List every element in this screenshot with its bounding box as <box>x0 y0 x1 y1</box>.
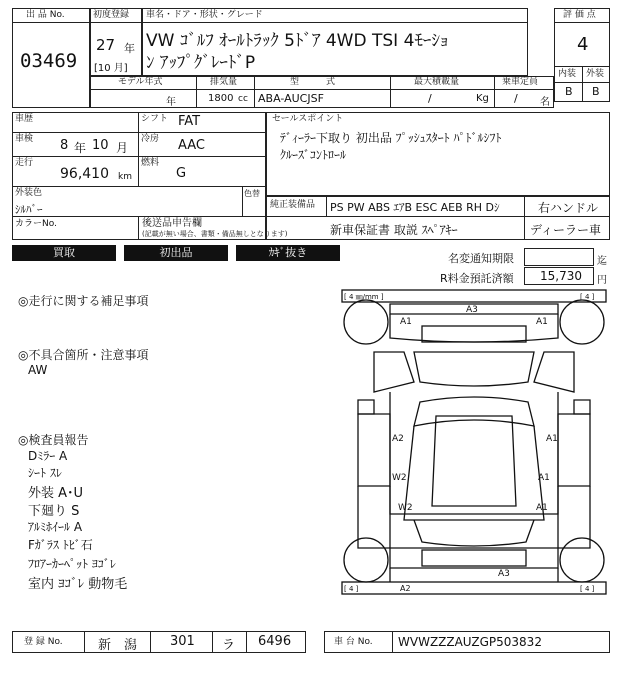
grade-value: 4 <box>577 34 589 55</box>
capacity-label: 乗車定員 <box>502 77 539 87</box>
post-equip-label: 後送品申告欄 <box>142 218 202 229</box>
exterior-color-label: 外装色 <box>15 188 43 198</box>
shift-value: FAT <box>178 114 201 129</box>
reg-class: 301 <box>170 634 195 649</box>
exterior-label: 外装 <box>586 69 605 79</box>
chassis-number: WVWZZZAUZGP503832 <box>398 635 542 649</box>
displacement-unit: cc <box>238 94 248 104</box>
tire-depth-rear-left: [ 4 ] <box>344 585 359 593</box>
history-label: 車歴 <box>15 114 34 124</box>
handle-value: 右ハンドル <box>538 201 599 215</box>
defects-heading: ◎不具合箇所・注意事項 <box>18 348 149 362</box>
capacity-unit: 名 <box>540 97 550 108</box>
exterior-grade: B <box>592 85 600 98</box>
reg-label: 登 録 No. <box>24 637 63 647</box>
ac-label: 冷房 <box>141 134 160 144</box>
mileage-value: 96,410 <box>60 166 109 182</box>
inspector-line: ﾌﾛｱｰｶｰﾍﾟｯﾄ ﾖｺﾞﾚ <box>28 557 116 571</box>
capacity-slash: / <box>514 92 518 105</box>
inspector-line: 外装 A･U <box>28 486 84 501</box>
lot-label: 出 品 No. <box>26 10 65 20</box>
color-change-label: 色替 <box>244 189 260 198</box>
fuel-value: G <box>176 166 187 181</box>
inspection-year-unit: 年 <box>74 141 87 155</box>
type-value: ABA-AUCJSF <box>258 92 324 105</box>
max-load-slash: / <box>428 92 432 105</box>
post-equip-note: (記載が無い場合、書類・備品無しとなります) <box>142 230 288 238</box>
equipment-label: 純正装備品 <box>270 200 316 210</box>
ac-value: AAC <box>178 138 205 153</box>
damage-mark: A1 <box>536 317 548 327</box>
damage-mark: A1 <box>400 317 412 327</box>
damage-mark: A2 <box>400 584 411 593</box>
first-reg-month: [10 月] <box>94 63 128 74</box>
tire-depth-front-right: [ 4 ] <box>580 293 595 301</box>
chassis-label: 車 台 No. <box>334 637 373 647</box>
sales-line1: ﾃﾞｨｰﾗｰ下取り 初出品 ﾌﾟｯｼｭｽﾀｰﾄ ﾊﾟﾄﾞﾙｼﾌﾄ <box>280 131 502 145</box>
recycle-label: R料金預託済額 <box>440 272 514 285</box>
supplement-heading: ◎走行に関する補足事項 <box>18 294 149 308</box>
grade-label: 評 価 点 <box>563 10 596 20</box>
recycle-unit: 円 <box>597 275 607 286</box>
type-label: 型 式 <box>290 77 336 87</box>
damage-mark: A1 <box>536 503 548 513</box>
equipment-items: PS PW ABS ｴｱB ESC AEB RH Dｼ <box>330 201 500 214</box>
model-year-label: モデル年式 <box>118 77 163 87</box>
damage-mark: A2 <box>392 434 404 444</box>
exterior-color-value: ｼﾙﾊﾞｰ <box>15 203 43 216</box>
inspector-line: 室内 ﾖｺﾞﾚ 動物毛 <box>28 577 128 592</box>
bar-kaitori: 買取 <box>12 245 116 261</box>
max-load-unit: Kg <box>476 93 489 104</box>
bar-key-removed: ｶｷﾞ抜き <box>236 245 340 261</box>
lot-number: 03469 <box>20 50 78 72</box>
first-reg-year-unit: 年 <box>124 42 135 55</box>
reg-number: 6496 <box>258 634 292 649</box>
name-change-label: 名変通知期限 <box>448 252 514 265</box>
fuel-label: 燃料 <box>141 158 160 168</box>
inspection-month: 10 <box>92 138 109 153</box>
inspection-month-unit: 月 <box>116 141 129 155</box>
car-name-line1: VW ｺﾞﾙﾌ ｵｰﾙﾄﾗｯｸ 5ﾄﾞｱ 4WD TSI 4ﾓｰｼｮ <box>146 31 449 51</box>
name-change-box <box>524 248 594 266</box>
displacement-value: 1800 <box>208 93 234 104</box>
car-damage-diagram <box>338 286 610 602</box>
tire-depth-rear-right: [ 4 ] <box>580 585 595 593</box>
inspector-heading: ◎検査員報告 <box>18 433 89 447</box>
damage-mark: A1 <box>546 434 558 444</box>
inspection-label: 車検 <box>15 134 34 144</box>
inspector-line: ｼｰﾄ ｽﾚ <box>28 466 62 480</box>
dealer-value: ディーラー車 <box>530 223 602 237</box>
inspector-line: 下廻り S <box>28 504 80 519</box>
defect-line: AW <box>28 363 48 377</box>
inspection-year: 8 <box>60 138 69 153</box>
color-no-label: カラーNo. <box>15 219 57 229</box>
damage-mark: A1 <box>538 473 550 483</box>
max-load-label: 最大積載量 <box>414 77 460 87</box>
interior-label: 内装 <box>558 69 577 79</box>
mileage-unit: km <box>118 172 132 182</box>
damage-mark: A3 <box>498 569 510 579</box>
inspector-line: Dﾐﾗｰ A <box>28 449 68 463</box>
tire-depth-front-left: [ 4 ㎜/mm ] <box>344 293 384 301</box>
sales-line2: ｸﾙｰｽﾞｺﾝﾄﾛｰﾙ <box>280 148 347 162</box>
deadline-unit: 迄 <box>597 256 607 267</box>
car-name-label: 車名・ドア・形状・グレード <box>146 10 263 20</box>
inspector-line: Fｶﾞﾗｽ ﾄﾋﾞ石 <box>28 538 93 552</box>
inspector-line: ｱﾙﾐﾎｲｰﾙ A <box>28 520 83 534</box>
interior-grade: B <box>565 85 573 98</box>
damage-mark: W2 <box>398 503 413 513</box>
damage-mark: W2 <box>392 473 407 483</box>
recycle-value: 15,730 <box>540 269 582 283</box>
model-year-unit: 年 <box>166 97 176 108</box>
shift-label: シフト <box>141 114 169 124</box>
bar-first-listing: 初出品 <box>124 245 228 261</box>
reg-area: 新 潟 <box>98 638 138 653</box>
displacement-label: 排気量 <box>210 77 238 87</box>
mileage-label: 走行 <box>15 158 34 168</box>
car-name-line2: ﾝ ｱｯﾌﾟｸﾞﾚｰﾄﾞP <box>146 53 256 73</box>
reg-kana: ラ <box>222 638 236 653</box>
sales-label: セールスポイント <box>272 114 344 124</box>
first-reg-year: 27 <box>96 36 116 54</box>
docs-value: 新車保証書 取説 ｽﾍﾟｱｷｰ <box>330 223 458 237</box>
first-reg-label: 初度登録 <box>93 10 130 20</box>
damage-mark: A3 <box>466 305 478 315</box>
